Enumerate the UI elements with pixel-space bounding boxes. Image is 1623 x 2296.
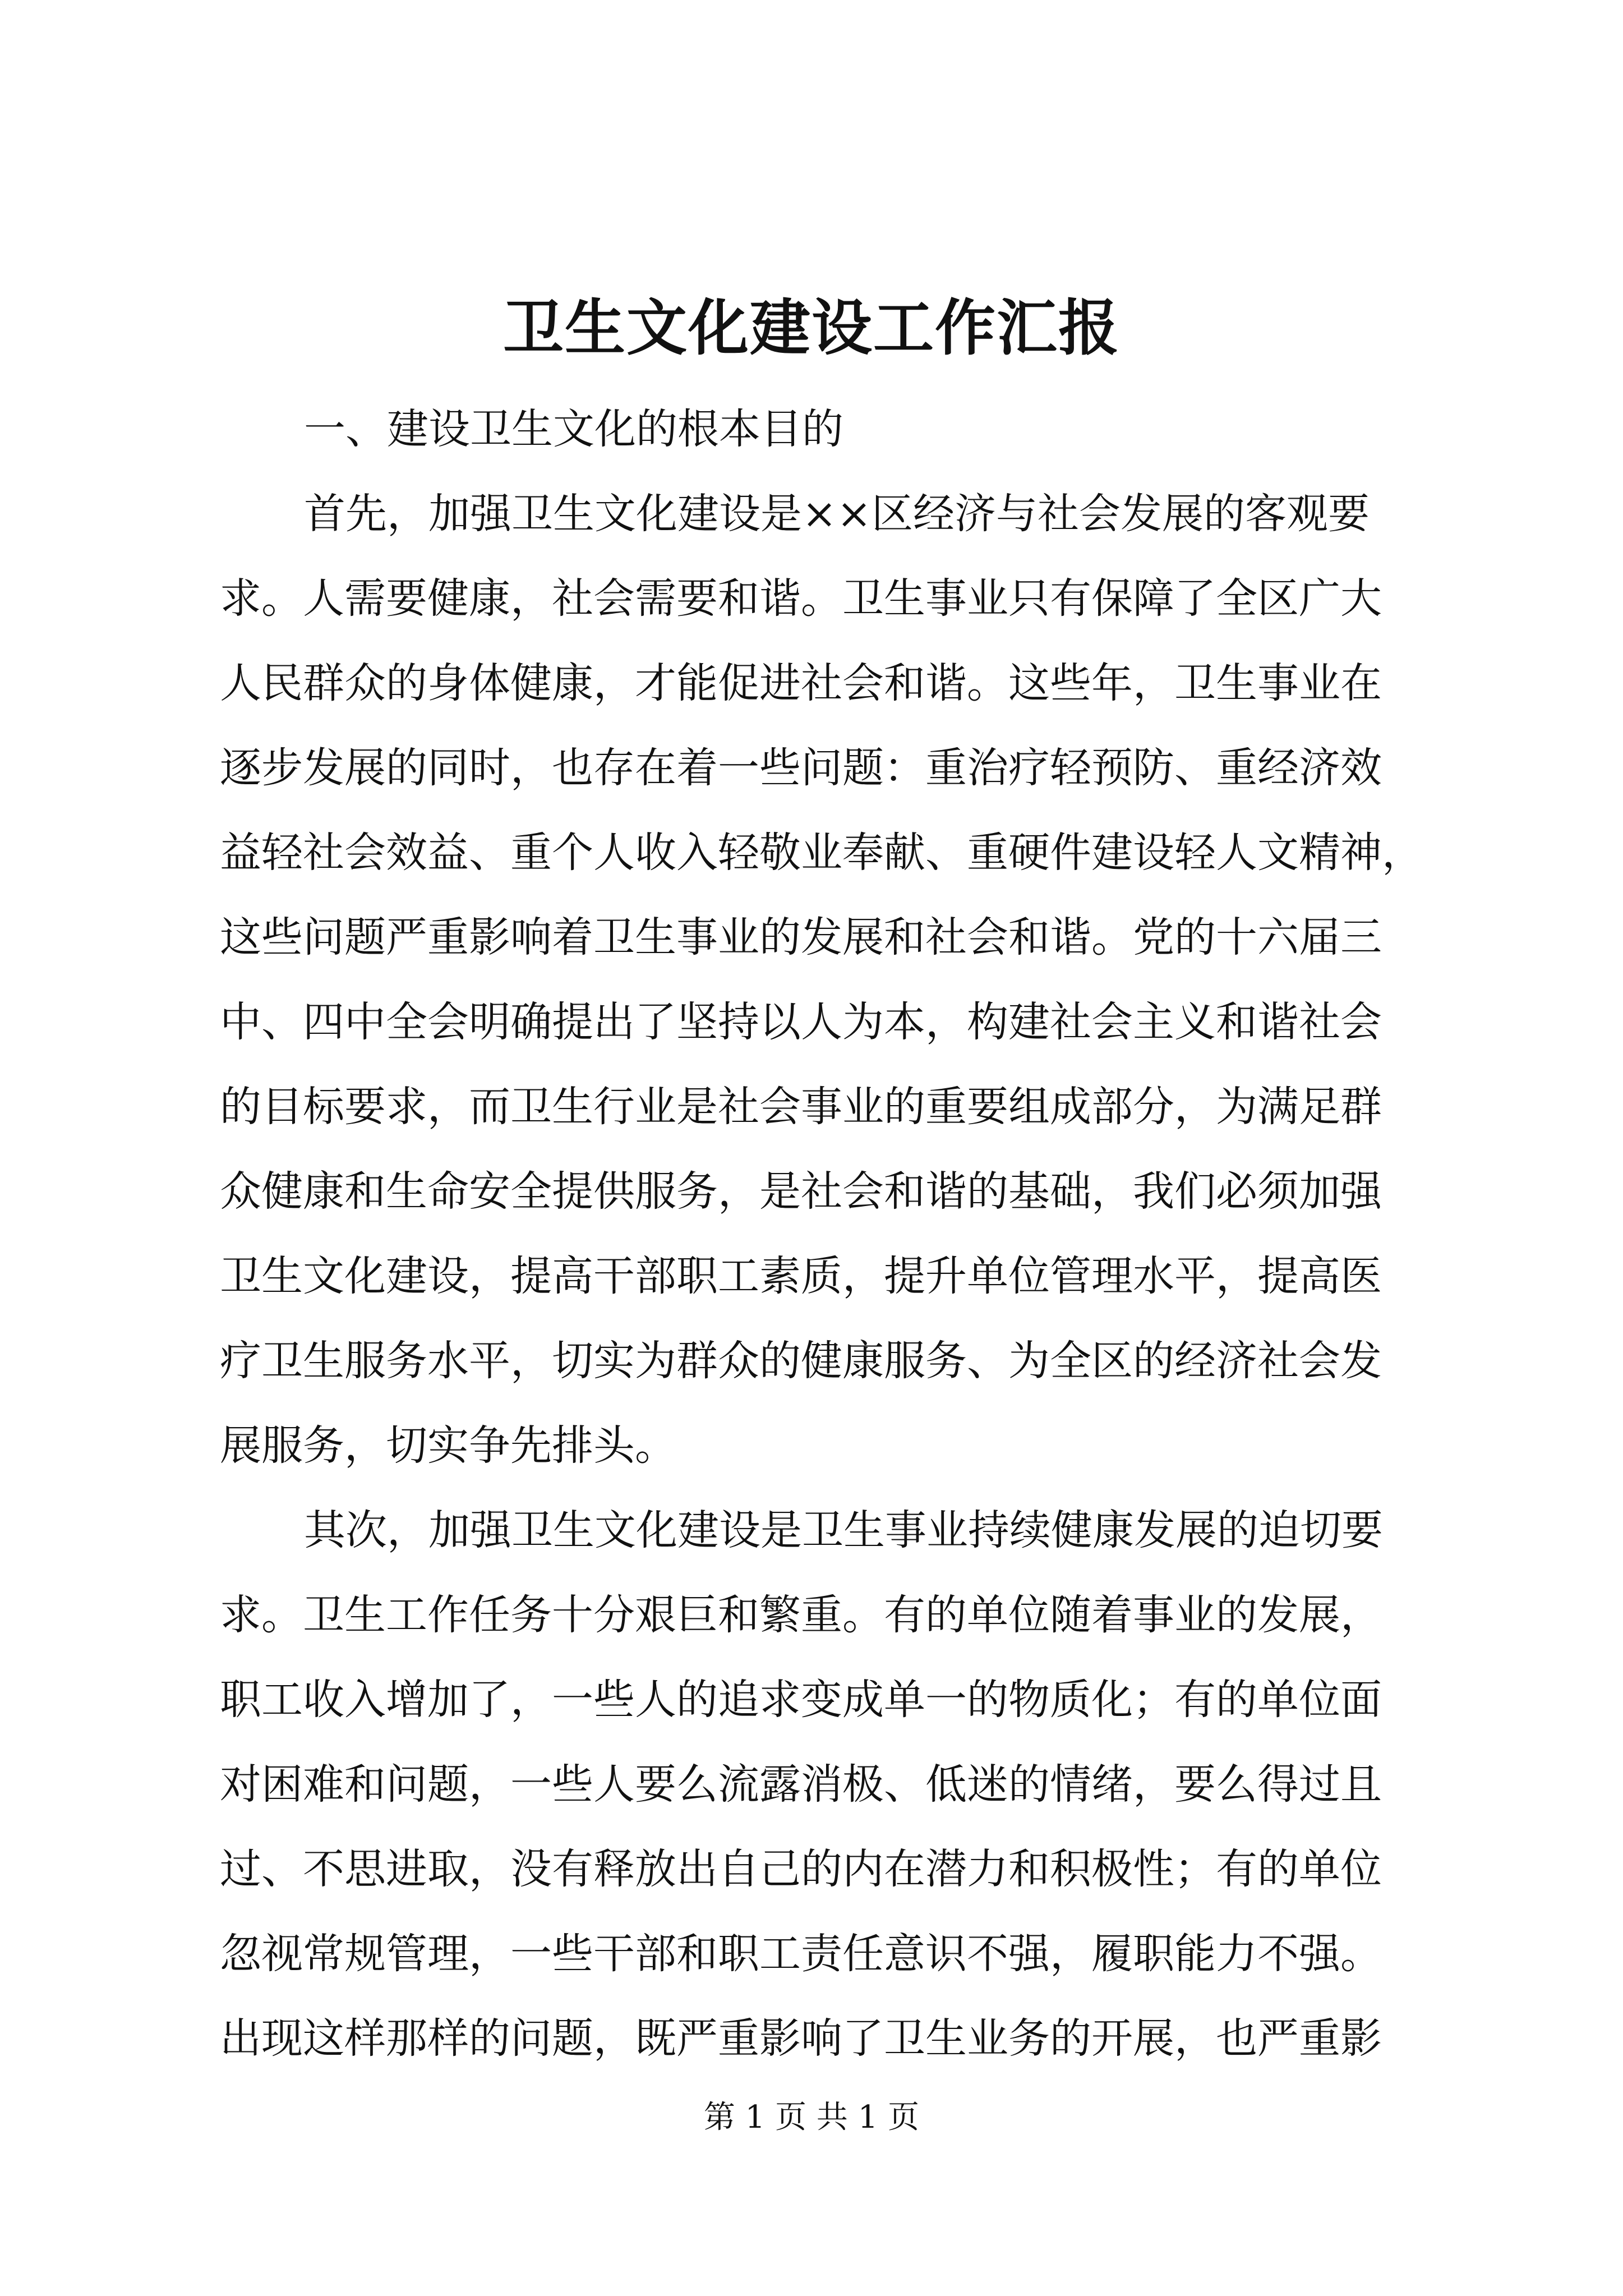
document-title: 卫生文化建设工作汇报 [502, 293, 1120, 364]
paragraph-line: 出现这样那样的问题，既严重影响了卫生业务的开展，也严重影 [220, 2014, 1382, 2063]
paragraph-line: 忽视常规管理，一些干部和职工责任意识不强，履职能力不强。 [220, 1930, 1382, 1978]
paragraph-line: 疗卫生服务水平，切实为群众的健康服务、为全区的经济社会发 [220, 1337, 1382, 1385]
paragraph-line: 求。卫生工作任务十分艰巨和繁重。有的单位随着事业的发展， [220, 1591, 1382, 1639]
paragraph-line: 展服务，切实争先排头。 [220, 1421, 676, 1470]
paragraph-line: 其次，加强卫生文化建设是卫生事业持续健康发展的迫切要 [304, 1506, 1383, 1554]
section-heading: 一、建设卫生文化的根本目的 [304, 405, 843, 453]
paragraph-line: 职工收入增加了，一些人的追求变成单一的物质化；有的单位面 [220, 1676, 1382, 1724]
paragraph-line: 的目标要求，而卫生行业是社会事业的重要组成部分，为满足群 [220, 1083, 1382, 1131]
paragraph-line: 卫生文化建设，提高干部职工素质，提升单位管理水平，提高医 [220, 1252, 1382, 1300]
paragraph-line: 首先，加强卫生文化建设是××区经济与社会发展的客观要 [304, 490, 1370, 538]
document-body [220, 387, 1426, 2081]
paragraph-line: 益轻社会效益、重个人收入轻敬业奉献、重硬件建设轻人文精神， [220, 829, 1423, 877]
paragraph-line: 过、不思进取，没有释放出自己的内在潜力和积极性；有的单位 [220, 1845, 1382, 1893]
paragraph-line: 这些问题严重影响着卫生事业的发展和社会和谐。党的十六届三 [220, 913, 1382, 961]
paragraph-line: 中、四中全会明确提出了坚持以人为本，构建社会主义和谐社会 [220, 998, 1382, 1046]
page-footer: 第 1 页 共 1 页 [703, 2099, 920, 2136]
paragraph-line: 求。人需要健康，社会需要和谐。卫生事业只有保障了全区广大 [220, 574, 1382, 623]
paragraph-line: 众健康和生命安全提供服务，是社会和谐的基础，我们必须加强 [220, 1167, 1382, 1216]
paragraph-line: 对困难和问题，一些人要么流露消极、低迷的情绪，要么得过且 [220, 1760, 1382, 1809]
paragraph-line: 人民群众的身体健康，才能促进社会和谐。这些年，卫生事业在 [220, 659, 1382, 707]
paragraph-line: 逐步发展的同时，也存在着一些问题：重治疗轻预防、重经济效 [220, 744, 1382, 792]
